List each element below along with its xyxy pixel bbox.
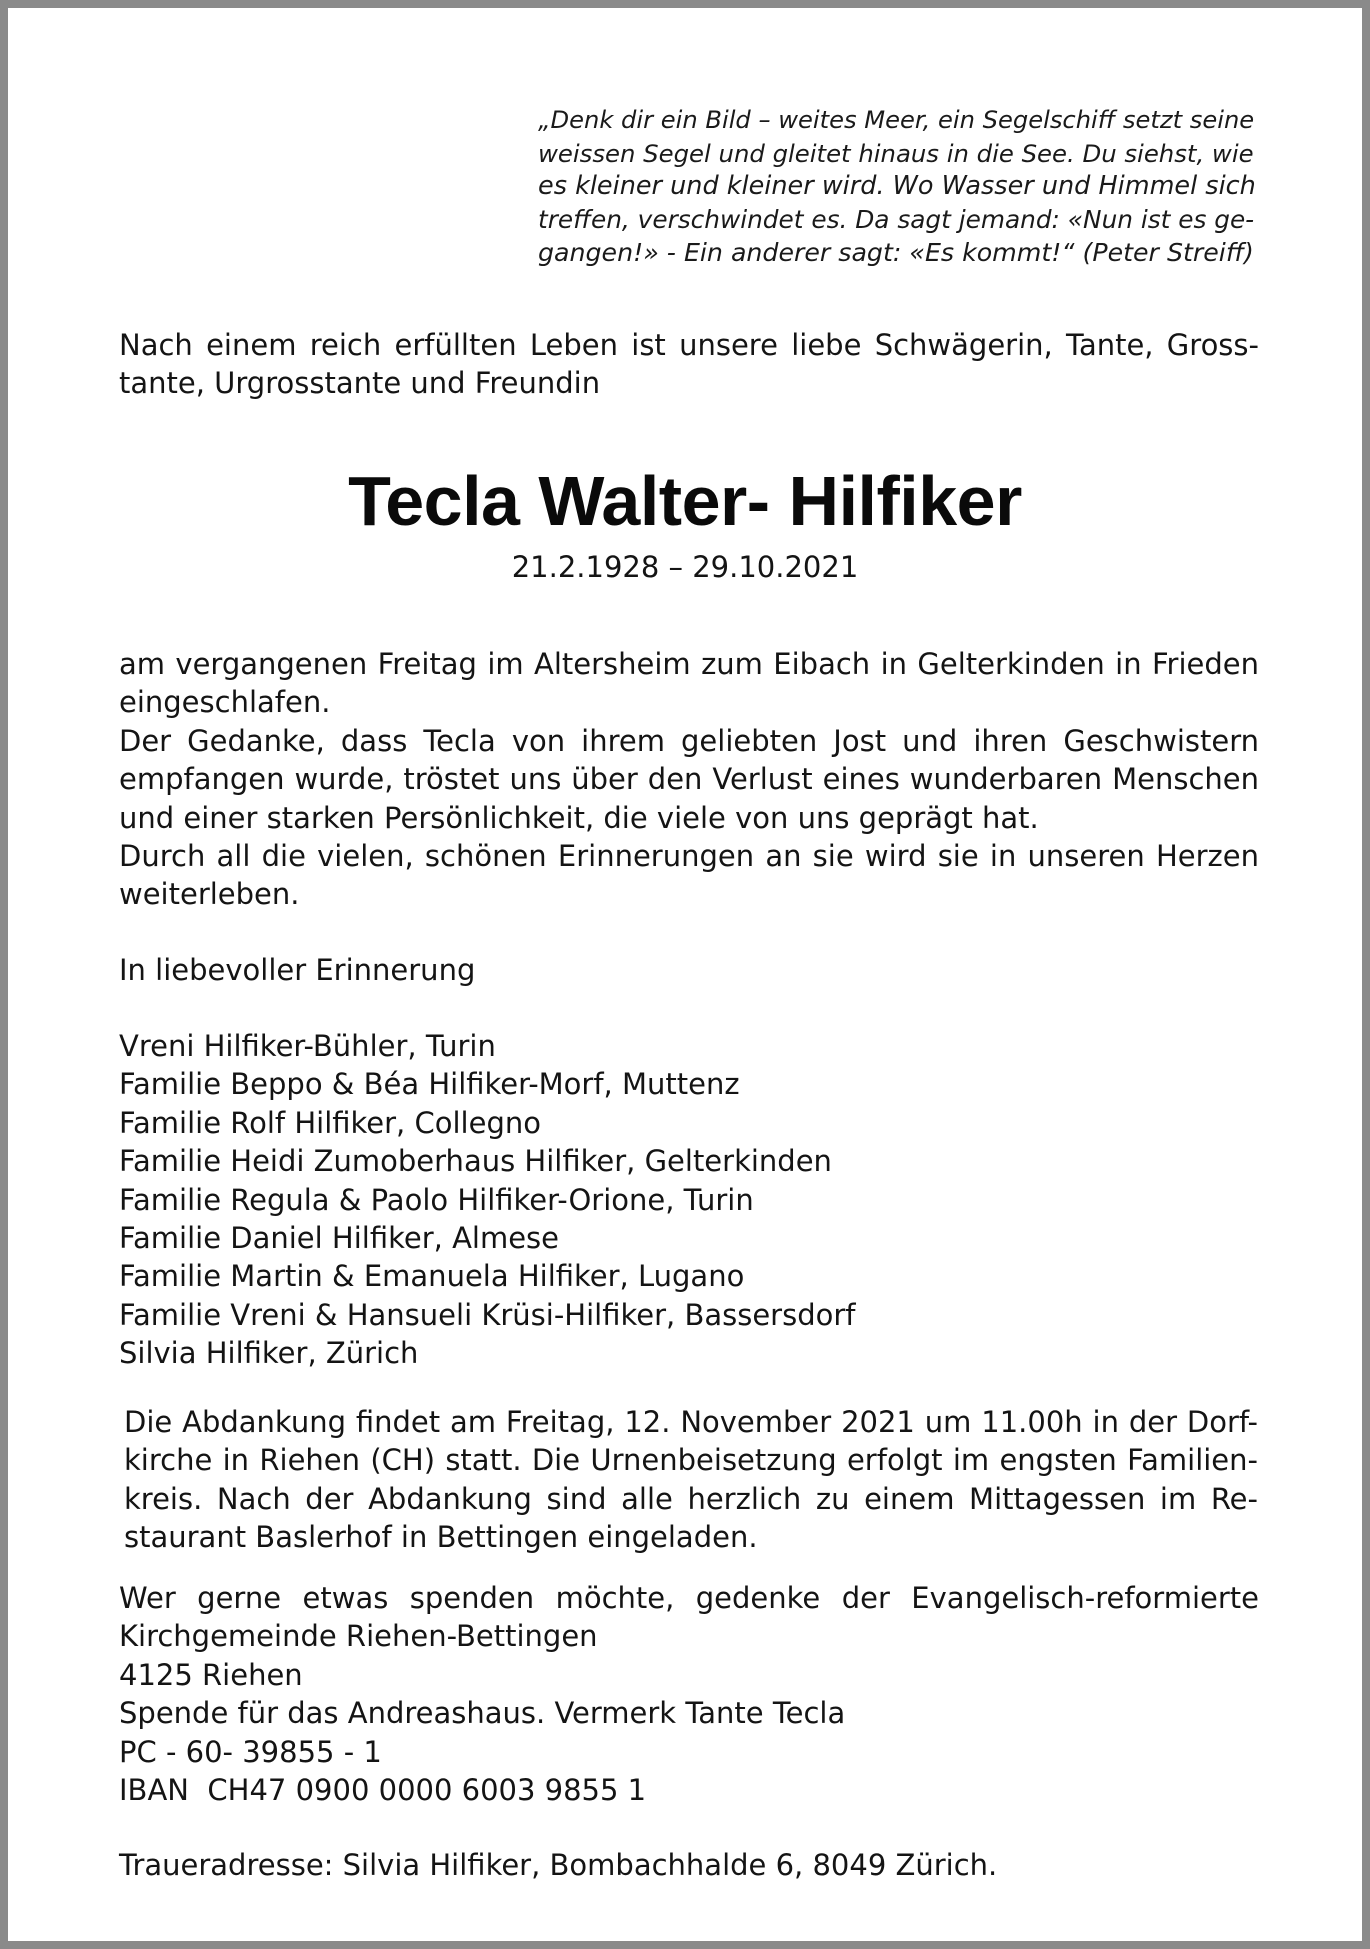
service-paragraph	[124, 1403, 1258, 1557]
intro-line: Nach einem reich erfüllten Leben ist unsere liebe Schwägerin, Tante, Gross-	[119, 328, 1259, 362]
memory-text: In liebevoller Erinnerung	[119, 953, 476, 987]
mourner-item: Familie Martin & Emanuela Hilfiker, Lugano	[119, 1259, 745, 1294]
intro-line: tante, Urgrosstante und Freundin	[119, 366, 601, 401]
mourner-item: Familie Vreni & Hansueli Krüsi-Hilfiker, Bassersdorf	[119, 1297, 856, 1332]
mourners-list	[119, 1027, 1259, 1373]
donation-line: 4125 Riehen	[119, 1657, 303, 1692]
mourner-item: Familie Beppo & Béa Hilfiker-Morf, Muttenz	[119, 1067, 740, 1102]
donation-line: IBAN CH47 0900 0000 6003 9855 1	[119, 1773, 647, 1808]
obituary-page	[8, 8, 1362, 1941]
donation-line: Kirchgemeinde Riehen-Bettingen	[119, 1619, 598, 1654]
intro-paragraph	[119, 326, 1259, 403]
donation-line: PC - 60- 39855 - 1	[119, 1734, 382, 1769]
mourner-item: Silvia Hilfiker, Zürich	[119, 1336, 419, 1371]
announcement-line: Der Gedanke, dass Tecla von ihrem geliebten Jost und ihren Geschwistern	[119, 723, 1259, 758]
memory-line	[119, 951, 1259, 989]
donation-paragraph	[119, 1579, 1259, 1809]
announcement-line: und einer starken Persönlichkeit, die viele von uns geprägt hat.	[119, 800, 1039, 835]
service-line: kirche in Riehen (CH) statt. Die Urnenbeisetzung erfolgt im engsten Familien-	[124, 1443, 1258, 1478]
service-line: staurant Baslerhof in Bettingen eingeladen.	[124, 1520, 758, 1555]
announcement-line: am vergangenen Freitag im Altersheim zum Eibach in Gelterkinden in Frieden	[119, 647, 1259, 681]
quote-line: „Denk dir ein Bild – weites Meer, ein Segelschiff setzt seine	[538, 106, 1255, 134]
quote-block	[538, 104, 1258, 269]
quote-line: es kleiner und kleiner wird. Wo Wasser und Himmel sich	[538, 171, 1256, 201]
announcement-line: eingeschlafen.	[119, 685, 331, 720]
life-dates: 21.2.1928 – 29.10.2021	[511, 550, 859, 584]
mourner-item: Familie Rolf Hilfiker, Collegno	[119, 1105, 541, 1140]
mourner-item: Familie Daniel Hilfiker, Almese	[119, 1221, 560, 1256]
announcement-paragraph	[119, 645, 1259, 914]
mourner-item: Familie Heidi Zumoberhaus Hilfiker, Gelterkinden	[119, 1144, 832, 1179]
donation-line: Wer gerne etwas spenden möchte, gedenke der Evangelisch-reformierte	[119, 1581, 1259, 1615]
announcement-line: empfangen wurde, tröstet uns über den Verlust eines wunderbaren Menschen	[119, 762, 1259, 797]
announcement-line: weiterleben.	[119, 877, 300, 912]
quote-line: treffen, verschwindet es. Da sagt jemand: «Nun ist es ge-	[538, 205, 1255, 234]
quote-line: weissen Segel und gleitet hinaus in die See. Du siehst, wie	[538, 139, 1254, 168]
service-line: kreis. Nach der Abdankung sind alle herzlich zu einem Mittagessen im Re-	[124, 1481, 1258, 1516]
mourner-item: Vreni Hilfiker-Bühler, Turin	[119, 1029, 496, 1063]
deceased-name: Tecla Walter- Hilfiker	[348, 462, 1022, 540]
mourning-address-text: Traueradresse: Silvia Hilfiker, Bombachhalde 6, 8049 Zürich.	[119, 1848, 998, 1882]
quote-line: gangen!» - Ein anderer sagt: «Es kommt!“ (Peter Streiff)	[538, 238, 1254, 267]
mourner-item: Familie Regula & Paolo Hilfiker-Orione, Turin	[119, 1182, 754, 1217]
service-line: Die Abdankung findet am Freitag, 12. November 2021 um 11.00h in der Dorf-	[124, 1405, 1258, 1439]
announcement-line: Durch all die vielen, schönen Erinnerungen an sie wird sie in unseren Herzen	[119, 839, 1259, 874]
donation-line: Spende für das Andreashaus. Vermerk Tante Tecla	[119, 1696, 846, 1731]
mourning-address	[119, 1846, 1259, 1884]
